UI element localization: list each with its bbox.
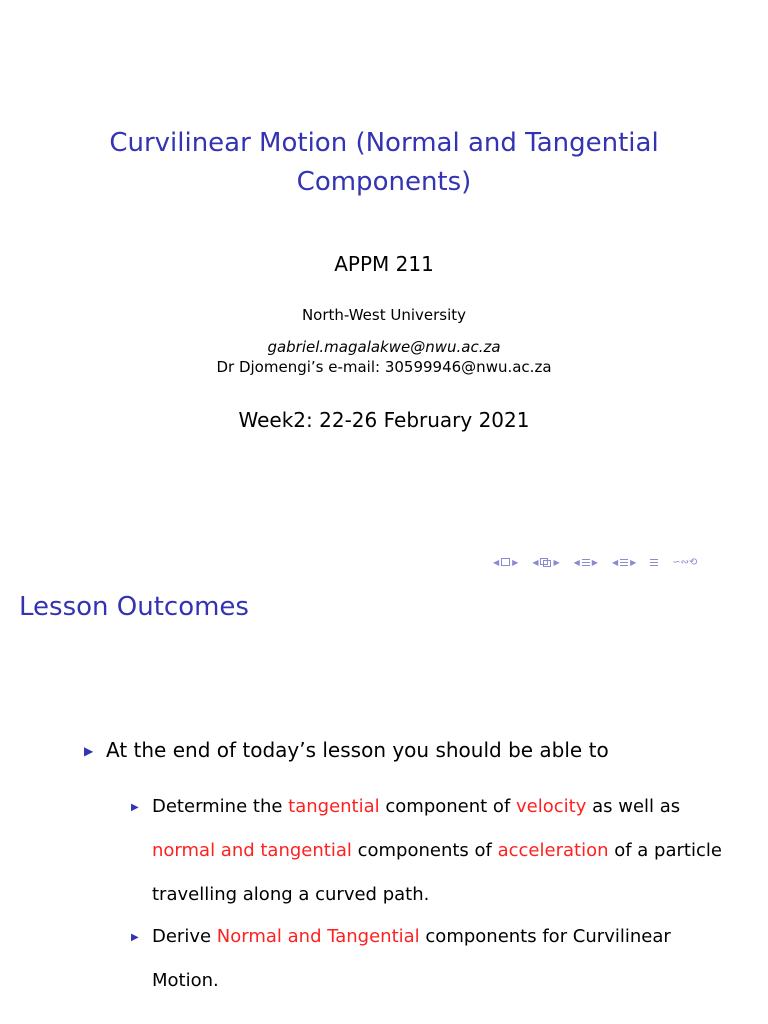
title-line-2: Components) xyxy=(296,167,472,197)
highlight-velocity: velocity xyxy=(516,796,587,817)
frame-nav-icon[interactable]: ◀ ▶ xyxy=(493,557,519,567)
university-name: North-West University xyxy=(301,306,467,324)
title-line-1: Curvilinear Motion (Normal and Tangential xyxy=(109,128,659,158)
beamer-navigation-bar xyxy=(492,554,710,570)
presentation-title xyxy=(84,124,684,202)
section-nav-icon[interactable]: ◀ ▶ xyxy=(573,557,598,567)
secondary-email: Dr Djomengi’s e-mail: 30599946@nwu.ac.za xyxy=(216,358,552,376)
course-code: APPM 211 xyxy=(334,252,434,276)
search-icon[interactable] xyxy=(671,557,698,568)
bullet-triangle-icon: ▶ xyxy=(131,932,139,943)
frame-title: Lesson Outcomes xyxy=(19,592,249,622)
bullet-triangle-icon: ▶ xyxy=(84,744,94,758)
highlight-normal-and-tangential: Normal and Tangential xyxy=(216,926,420,947)
intro-bullet: At the end of today’s lesson you should be able to xyxy=(106,738,609,762)
lecturer-email: gabriel.magalakwe@nwu.ac.za xyxy=(267,338,501,356)
outcomes-slide xyxy=(0,576,768,1024)
week-date: Week2: 22-26 February 2021 xyxy=(238,408,530,432)
highlight-acceleration: acceleration xyxy=(497,840,609,861)
align-icon[interactable] xyxy=(649,559,659,566)
outcome-item-2: Derive Normal and Tangential components for Curvilinear Motion. xyxy=(152,926,671,991)
subsection-list-icon[interactable]: ◀ ▶ xyxy=(611,557,637,567)
highlight-tangential: tangential xyxy=(288,796,380,817)
subsection-nav-icon[interactable]: ◀ ▶ xyxy=(532,557,560,567)
highlight-normal-tangential: normal and tangential xyxy=(152,840,352,861)
bullet-triangle-icon: ▶ xyxy=(131,802,139,813)
search-glyph: ∽∾⟲ xyxy=(672,556,698,568)
outcome-item-1: Determine the tangential component of velocity as well as normal and tangential components of acceleration of a particle travelling along a curved path. xyxy=(152,796,722,905)
